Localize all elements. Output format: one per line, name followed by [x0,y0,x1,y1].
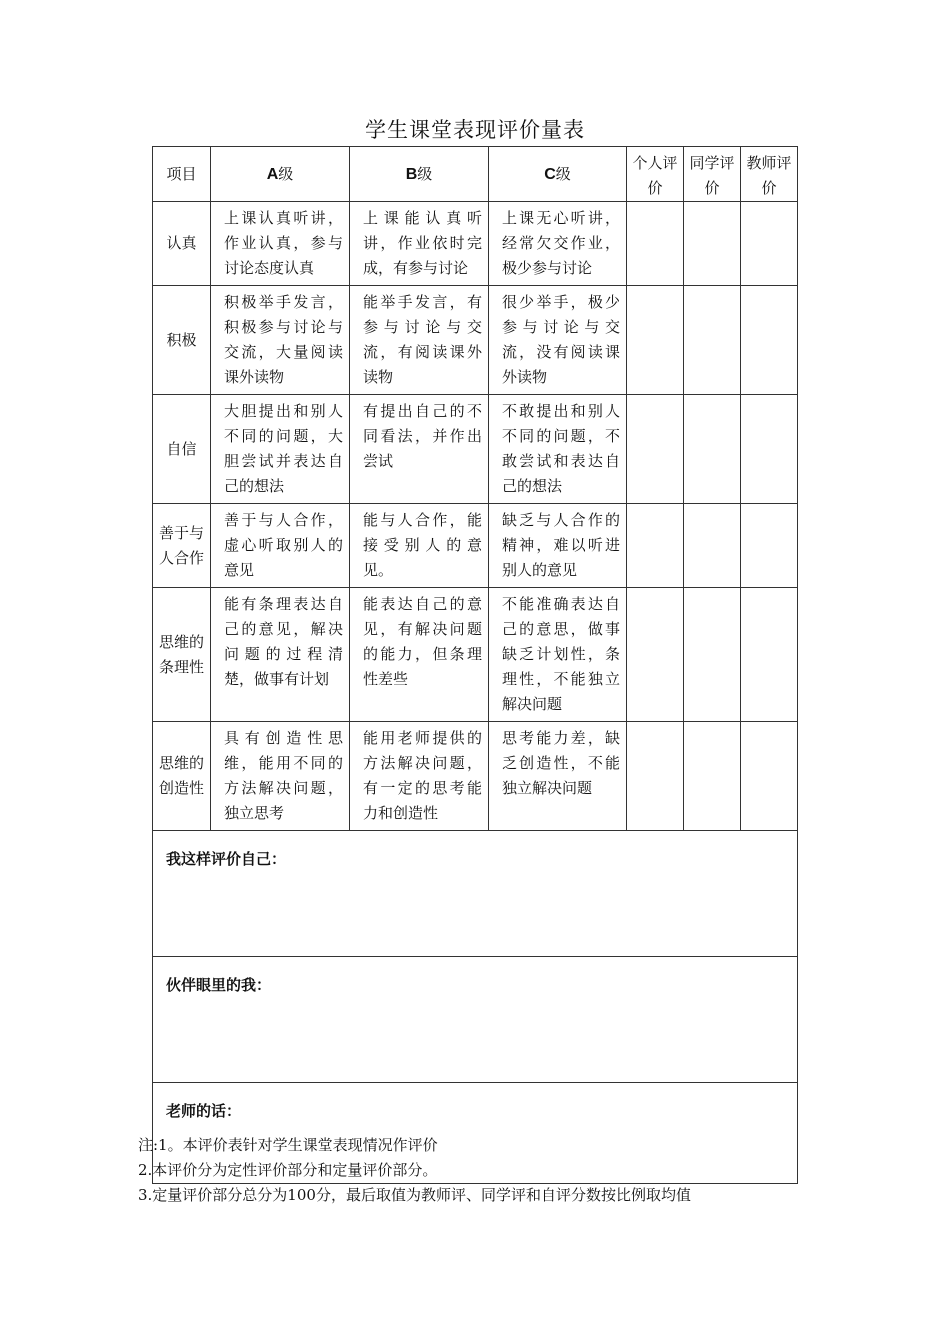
page-title: 学生课堂表现评价量表 [365,118,585,142]
table-row [153,722,798,831]
level-c-desc: 很少举手，极少参与讨论与交流，没有阅读课外读物 [489,286,627,395]
peer-comment-box[interactable] [153,957,798,1083]
teacher-eval-cell[interactable] [741,395,798,504]
teacher-eval-cell[interactable] [741,286,798,395]
level-b-desc: 能表达自己的意见，有解决问题的能力，但条理性差些 [350,588,489,722]
row-item: 思维的条理性 [153,588,211,722]
header-peer-eval: 同学评价 [684,147,741,202]
header-level-b [350,147,489,202]
table-row [153,202,798,286]
table-row [153,588,798,722]
self-eval-cell[interactable] [627,395,684,504]
level-b-desc: 能与人合作，能接受别人的意见。 [350,504,489,588]
peer-comment-row [153,957,798,1083]
level-a-suffix: 级 [278,164,294,183]
level-b-letter: B [405,165,418,183]
level-b-desc: 能用老师提供的方法解决问题，有一定的思考能力和创造性 [350,722,489,831]
self-eval-cell[interactable] [627,286,684,395]
self-eval-cell[interactable] [627,588,684,722]
level-b-desc: 能举手发言，有参与讨论与交流，有阅读课外读物 [350,286,489,395]
level-a-desc: 能有条理表达自己的意见，解决问题的过程清楚，做事有计划 [211,588,350,722]
level-c-suffix: 级 [555,164,571,183]
level-b-suffix: 级 [417,164,433,183]
teacher-eval-cell[interactable] [741,504,798,588]
peer-eval-cell[interactable] [684,504,741,588]
level-a-desc: 具有创造性思维，能用不同的方法解决问题，独立思考 [211,722,350,831]
header-self-eval: 个人评价 [627,147,684,202]
row-item: 善于与人合作 [153,504,211,588]
row-item: 积极 [153,286,211,395]
peer-eval-cell[interactable] [684,722,741,831]
level-c-desc: 缺乏与人合作的精神，难以听进别人的意见 [489,504,627,588]
level-c-desc: 不能准确表达自己的意思，做事缺乏计划性，条理性，不能独立解决问题 [489,588,627,722]
row-item: 思维的创造性 [153,722,211,831]
footnotes [138,1133,691,1208]
self-eval-cell[interactable] [627,504,684,588]
self-comment-label: 我这样评价自己： [166,851,287,868]
self-eval-cell[interactable] [627,722,684,831]
level-a-desc: 善于与人合作，虚心听取别人的意见 [211,504,350,588]
level-b-desc: 有提出自己的不同看法，并作出尝试 [350,395,489,504]
header-teacher-eval: 教师评价 [741,147,798,202]
level-a-desc: 大胆提出和别人不同的问题，大胆尝试并表达自己的想法 [211,395,350,504]
teacher-comment-label: 老师的话： [166,1103,242,1120]
level-a-desc: 上课认真听讲，作业认真，参与讨论态度认真 [211,202,350,286]
peer-comment-label: 伙伴眼里的我： [166,977,272,994]
teacher-eval-cell[interactable] [741,722,798,831]
peer-eval-cell[interactable] [684,202,741,286]
level-c-desc: 上课无心听讲，经常欠交作业，极少参与讨论 [489,202,627,286]
row-item: 认真 [153,202,211,286]
self-comment-row [153,831,798,957]
peer-eval-cell[interactable] [684,395,741,504]
level-c-desc: 不敢提出和别人不同的问题，不敢尝试和表达自己的想法 [489,395,627,504]
self-eval-cell[interactable] [627,202,684,286]
header-level-c [489,147,627,202]
header-row [153,147,798,202]
teacher-eval-cell[interactable] [741,202,798,286]
peer-eval-cell[interactable] [684,286,741,395]
note-line: 3.定量评价部分总分为100分，最后取值为教师评、同学评和自评分数按比例取均值 [138,1186,691,1204]
teacher-eval-cell[interactable] [741,588,798,722]
table-row [153,504,798,588]
level-b-desc: 上课能认真听讲，作业依时完成，有参与讨论 [350,202,489,286]
self-comment-box[interactable] [153,831,798,957]
level-a-letter: A [266,165,279,183]
header-item: 项目 [153,147,211,202]
level-c-desc: 思考能力差，缺乏创造性，不能独立解决问题 [489,722,627,831]
peer-eval-cell[interactable] [684,588,741,722]
header-level-a [211,147,350,202]
row-item: 自信 [153,395,211,504]
note-line: 2.本评价分为定性评价部分和定量评价部分。 [138,1161,438,1179]
level-c-letter: C [544,165,556,183]
table-row [153,395,798,504]
note-line: 注:1。本评价表针对学生课堂表现情况作评价 [138,1136,438,1154]
level-a-desc: 积极举手发言，积极参与讨论与交流，大量阅读课外读物 [211,286,350,395]
evaluation-rubric-table [152,146,798,1184]
table-row [153,286,798,395]
